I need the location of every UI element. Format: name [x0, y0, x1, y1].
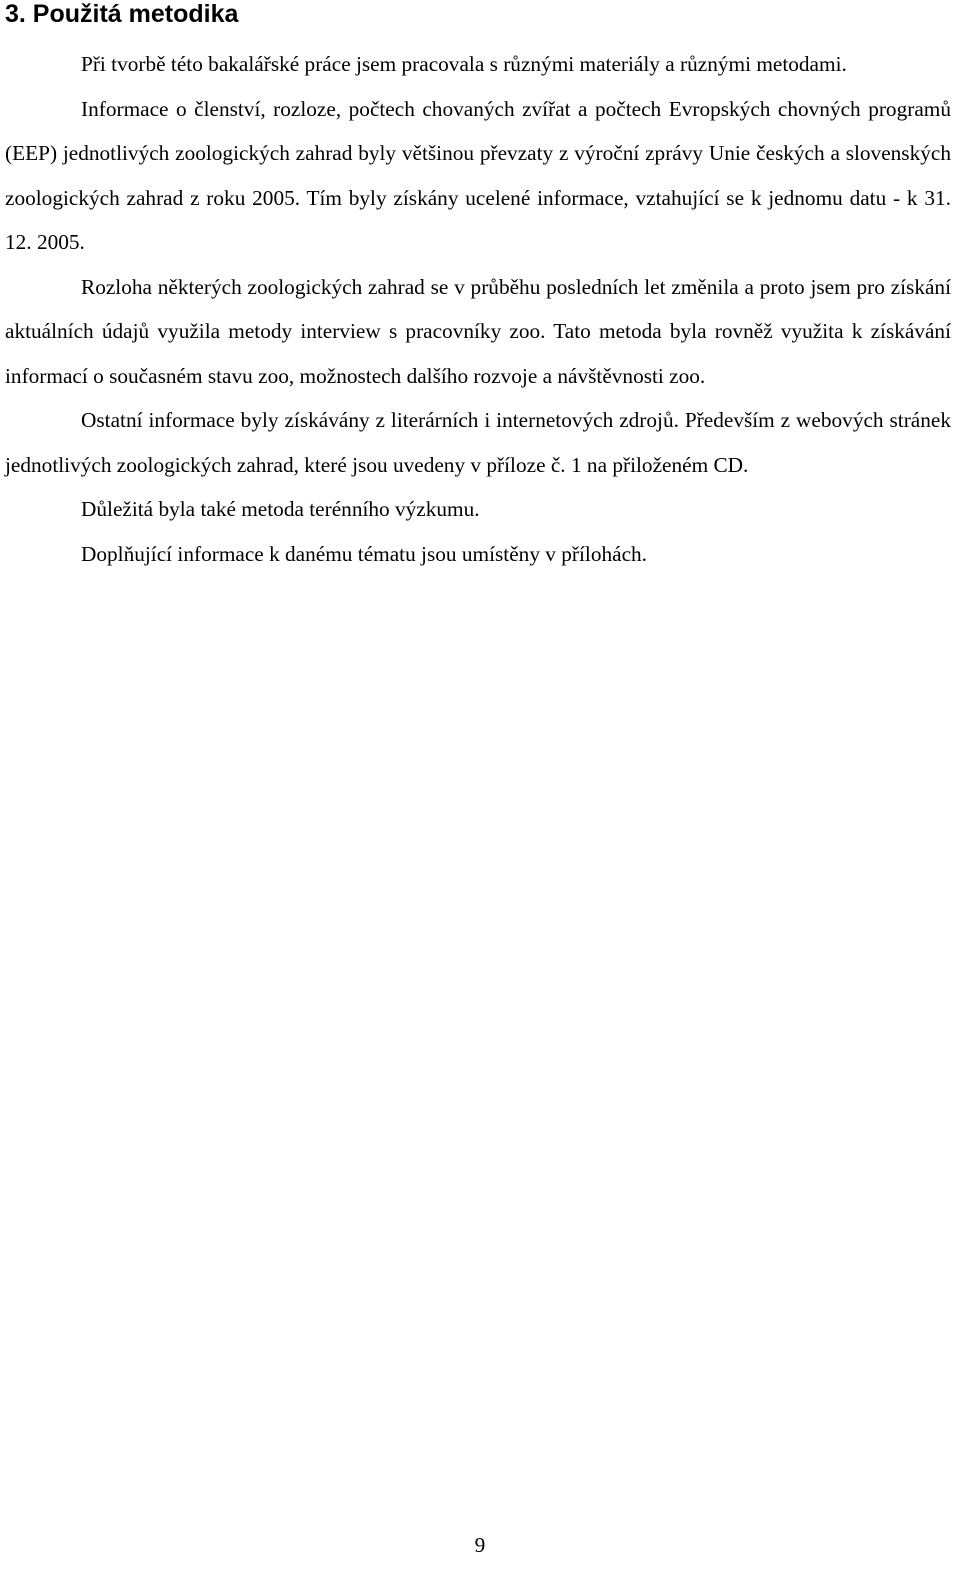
paragraph-field-research: Důležitá byla také metoda terénního výzkumu. — [81, 497, 480, 521]
page-number: 9 — [474, 1533, 486, 1557]
paragraph-literature-sources: Ostatní informace byly získávány z literárních i internetových zdrojů. Především z webových stránek jednotlivých zoologických zahrad, které jsou uvedeny v příloze č. 1 na přiloženém CD. — [5, 408, 951, 477]
paragraph-appendices: Doplňující informace k danému tématu jsou umístěny v přílohách. — [81, 541, 648, 566]
section-heading: 3. Použitá metodika — [5, 0, 239, 28]
paragraph-interview-method: Rozloha některých zoologických zahrad se v průběhu posledních let změnila a proto jsem pro získání aktuálních údajů využila metody interview s pracovníky zoo. Tato metoda byla rovněž využita k získávání informací o současném stavu zoo, možnostech dalšího rozvoje a návštěvnosti zoo. — [5, 274, 951, 388]
paragraph-membership-info: Informace o členství, rozloze, počtech chovaných zvířat a počtech Evropských chovných programů (EEP) jednotlivých zoologických zahrad byly většinou převzaty z výroční zprávy Unie českých a slovenských zoologických zahrad z roku 2005. Tím byly získány ucelené informace, vztahující se k jednomu datu - k 31. 12. 2005. — [5, 96, 951, 254]
section-body — [5, 42, 951, 576]
paragraph-intro: Při tvorbě této bakalářské práce jsem pracovala s různými materiály a různými metodami. — [81, 52, 847, 76]
